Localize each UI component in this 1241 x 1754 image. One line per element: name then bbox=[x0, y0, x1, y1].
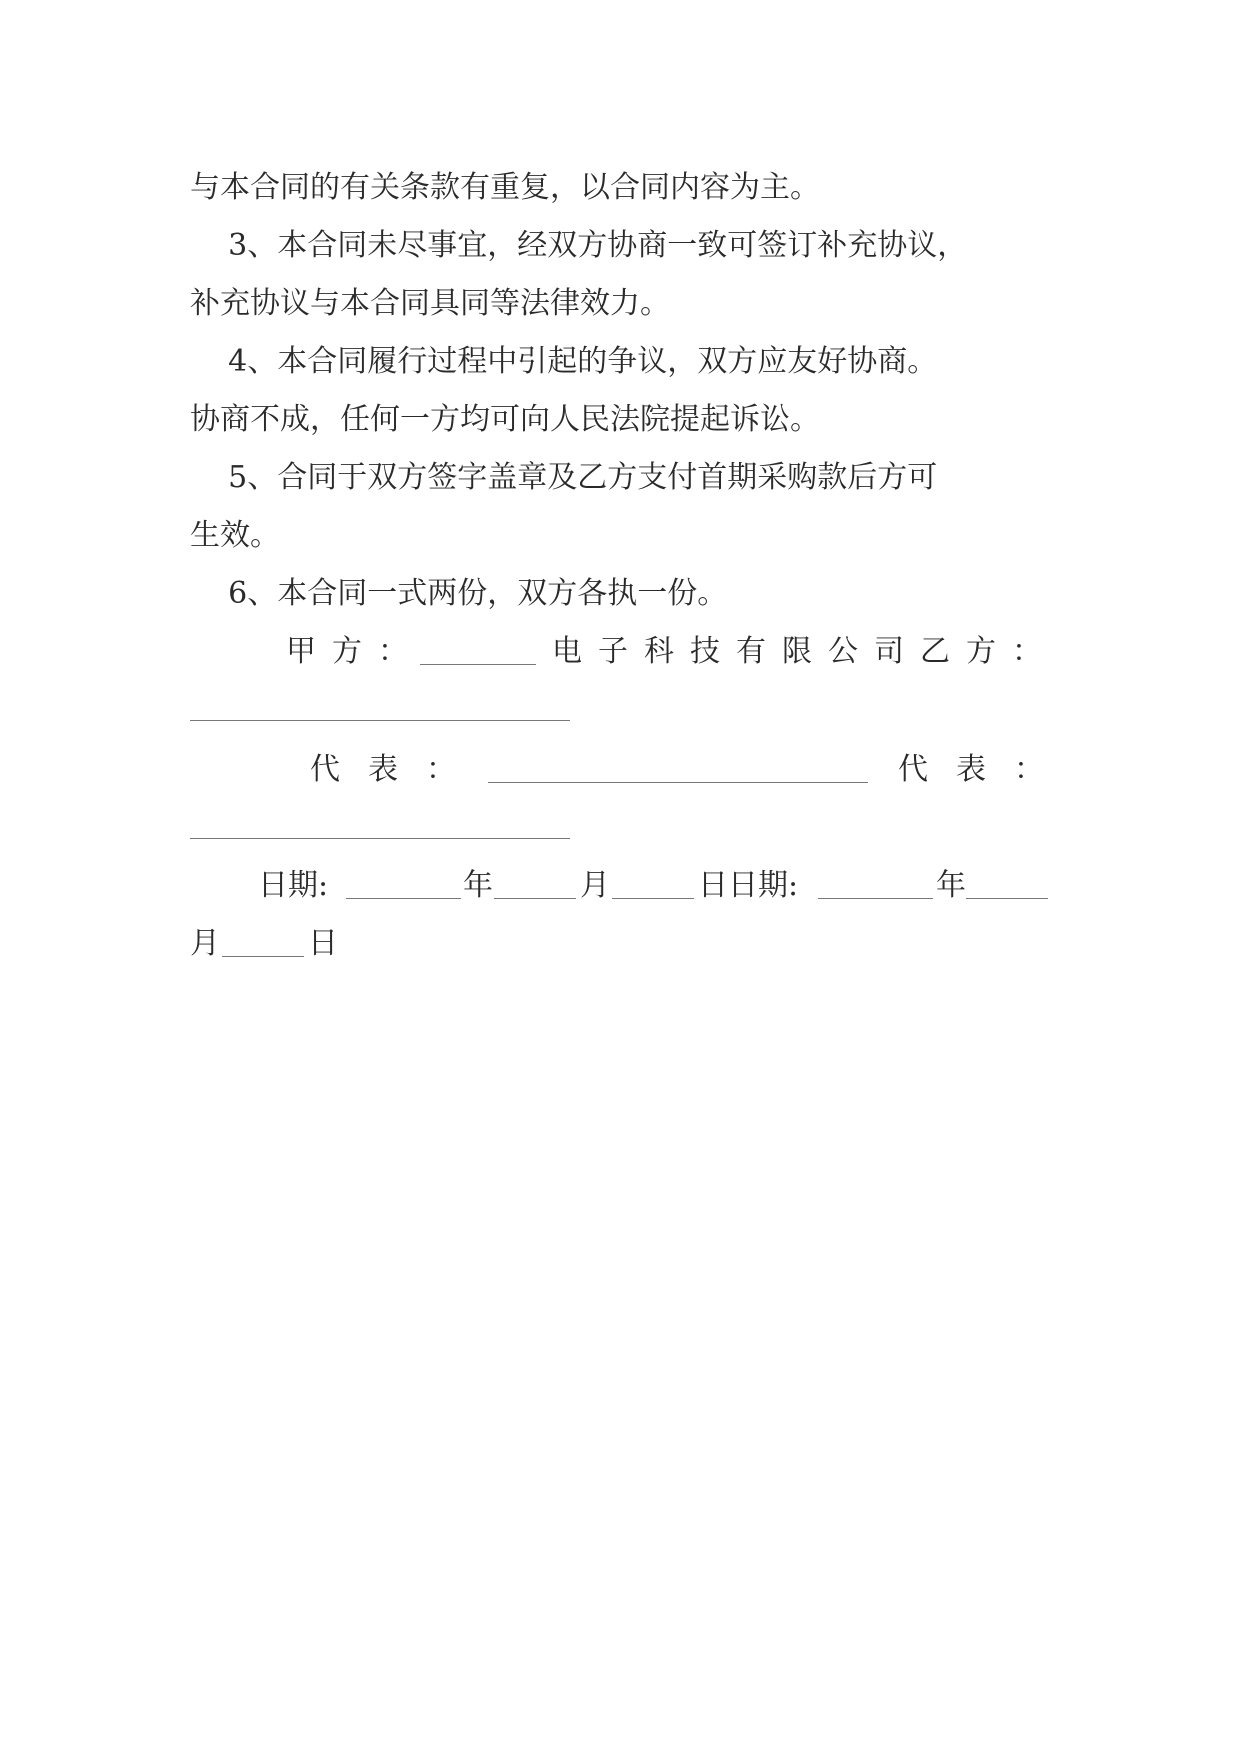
rep-b-label: 代表： bbox=[898, 752, 1072, 787]
clause-3-line-2: 补充协议与本合同具同等法律效力。 bbox=[190, 286, 670, 321]
date-b-month-blank-a bbox=[966, 898, 1048, 899]
date-a-year-blank bbox=[346, 898, 461, 899]
date-a-month-label: 月 bbox=[580, 868, 610, 903]
clause-4-line-1: 4、本合同履行过程中引起的争议，双方应友好协商。 bbox=[190, 344, 938, 379]
rep-a-blank bbox=[488, 782, 868, 783]
rep-b-blank bbox=[190, 838, 570, 839]
clause-3-line-1: 3、本合同未尽事宜，经双方协商一致可签订补充协议， bbox=[190, 228, 968, 263]
date-a-month-blank bbox=[494, 898, 576, 899]
date-a-label: 日期: bbox=[258, 868, 329, 903]
date-b-day-blank bbox=[222, 956, 304, 957]
rep-a-label: 代表： bbox=[310, 752, 484, 787]
clause-5-line-1: 5、合同于双方签字盖章及乙方支付首期采购款后方可 bbox=[190, 460, 938, 495]
text-line: 与本合同的有关条款有重复，以合同内容为主。 bbox=[190, 170, 820, 205]
date-a-year-label: 年 bbox=[463, 868, 493, 903]
party-a-label: 甲方： bbox=[286, 634, 424, 669]
party-a-name-blank bbox=[420, 664, 536, 665]
party-b-name-blank bbox=[190, 720, 570, 721]
date-b-month-label: 月 bbox=[190, 926, 220, 961]
date-a-day-and-date-b-label: 日日期: bbox=[698, 868, 799, 903]
date-a-day-blank bbox=[612, 898, 694, 899]
clause-4-line-2: 协商不成，任何一方均可向人民法院提起诉讼。 bbox=[190, 402, 820, 437]
clause-6-line: 6、本合同一式两份，双方各执一份。 bbox=[190, 576, 728, 611]
date-b-year-label: 年 bbox=[936, 868, 966, 903]
date-b-year-blank bbox=[818, 898, 933, 899]
clause-5-line-2: 生效。 bbox=[190, 518, 280, 553]
party-a-name-and-party-b-label: 电子科技有限公司乙方： bbox=[552, 634, 1058, 669]
date-b-day-label: 日 bbox=[308, 926, 338, 961]
